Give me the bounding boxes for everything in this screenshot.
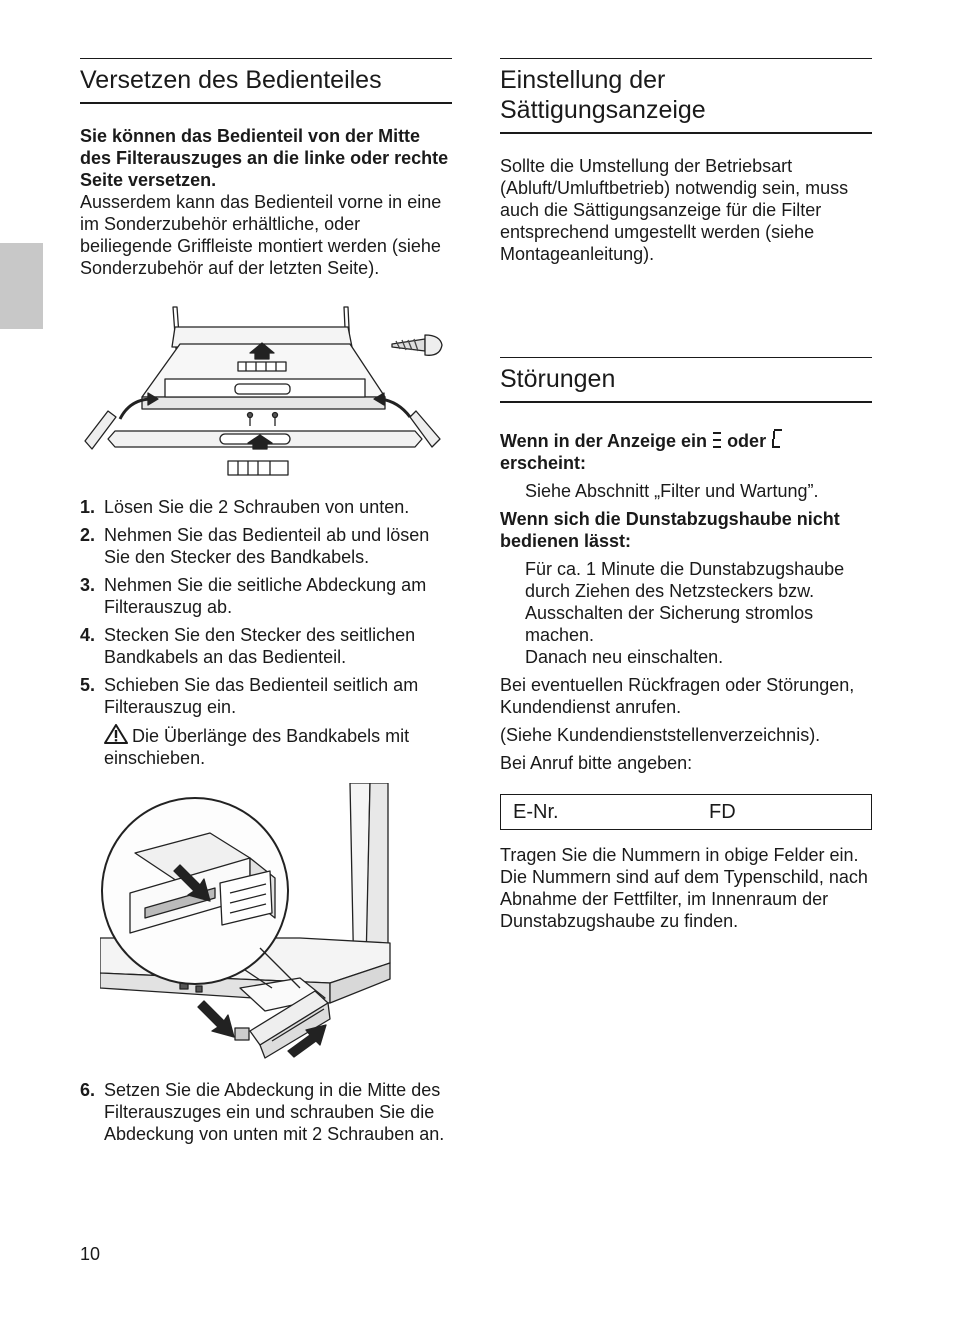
fault-answer-display: Siehe Abschnitt „Filter und Wartung”.: [525, 481, 819, 501]
saettigung-text: Sollte die Umstellung der Betriebsart (Abluft/Umluftbetrieb) notwendig sein, muss auch die Sättigungsanzeige für die Filter entsprechend umgestellt werden (siehe Montageanleitung).: [500, 156, 849, 264]
page-number: 10: [80, 1244, 101, 1264]
fault-question-display: Wenn in der Anzeige ein oder erscheint:: [500, 428, 872, 474]
fault-answer-operation: Für ca. 1 Minute die Dunstabzugshaube durch Ziehen des Netzsteckers bzw. Ausschalten der Sicherung stromlos machen.: [525, 559, 845, 645]
steps-list: [80, 496, 452, 769]
service-directory-text: (Siehe Kundendienststellenverzeichnis).: [500, 725, 821, 745]
section-heading-saettigung: Einstellung der Sättigungsanzeige: [500, 58, 872, 134]
intro-text: Ausserdem kann das Bedienteil vorne in eine im Sonderzubehör erhältliche, oder beiliegende Griffleiste montiert werden (siehe Sonderzubehör auf der letzten Seite).: [80, 192, 442, 278]
step-6: 6. Setzen Sie die Abdeckung in die Mitte des Filterauszuges ein und schrauben Sie die Abdeckung von unten mit 2 Schrauben an.: [80, 1080, 445, 1144]
fault-answer-restart: Danach neu einschalten.: [525, 647, 724, 667]
fd-label: FD: [709, 801, 736, 823]
section-heading-stoerungen: Störungen: [500, 357, 872, 403]
enr-label: E-Nr.: [513, 801, 559, 823]
warning-icon: [104, 724, 128, 744]
step-2: 2. Nehmen Sie das Bedienteil ab und lösen Sie den Stecker des Bandkabels.: [80, 525, 430, 567]
step-4: 4. Stecken Sie den Stecker des seitlichen Bandkabels an das Bedienteil.: [80, 625, 416, 667]
step-3: 3. Nehmen Sie die seitliche Abdeckung am Filterauszug ab.: [80, 575, 427, 617]
enr-fd-field-box[interactable]: [500, 794, 872, 830]
nameplate-info-text: Tragen Sie die Nummern in obige Felder ein. Die Nummern sind auf dem Typenschild, nach Abnahme der Fettfilter, im Innenraum der Dunstabzugshaube zu finden.: [500, 845, 868, 931]
side-tab-marker: [0, 243, 43, 329]
fault-question-operation: Wenn sich die Dunstabzugshaube nicht bedienen lässt:: [500, 509, 840, 551]
service-contact-text: Bei eventuellen Rückfragen oder Störungen, Kundendienst anrufen.: [500, 675, 855, 717]
figure-insert-panel: [100, 783, 392, 1065]
right-column: [500, 58, 872, 932]
left-column: [80, 58, 452, 1151]
step-1: 1. Lösen Sie die 2 Schrauben von unten.: [80, 497, 410, 517]
segment-e-icon: [712, 430, 722, 450]
section-heading-versetzen: Versetzen des Bedienteiles: [80, 58, 452, 104]
warning-note: Die Überlänge des Bandkabels mit einschieben.: [104, 726, 410, 768]
steps-list-2: [80, 1079, 452, 1145]
segment-c-icon: [771, 428, 783, 450]
figure-control-panel-assembly: [80, 299, 452, 484]
intro-bold: Sie können das Bedienteil von der Mitte des Filterauszuges an die linke oder rechte Seite versetzen.: [80, 126, 449, 190]
step-5: 5. Schieben Sie das Bedienteil seitlich am Filterauszug ein. Die Überlänge des Bandkabels mit einschieben.: [80, 674, 452, 769]
call-info-text: Bei Anruf bitte angeben:: [500, 753, 693, 773]
